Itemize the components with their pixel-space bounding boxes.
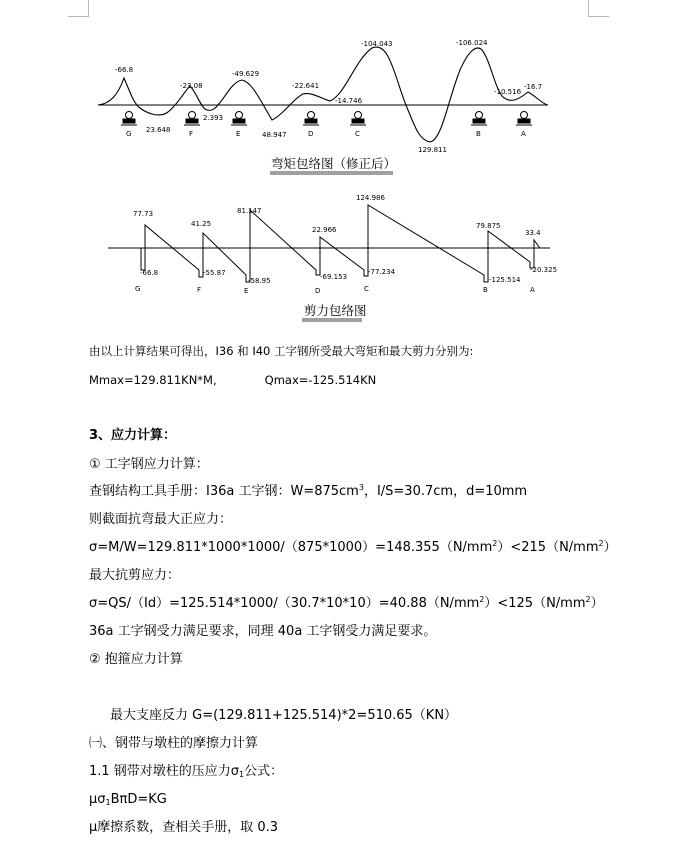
shear-label: 33.4 bbox=[525, 229, 541, 237]
moment-label: -16.7 bbox=[524, 83, 543, 91]
shear-label: -20.325 bbox=[530, 266, 558, 274]
formula-text: ） bbox=[590, 596, 604, 611]
support-label: A bbox=[530, 286, 535, 294]
qmax-value: Qmax=-125.514KN bbox=[264, 373, 377, 387]
moment-label: -23.08 bbox=[180, 82, 203, 90]
paragraph: 最大抗剪应力： bbox=[89, 568, 181, 583]
formula-text: σ=M/W=129.811*1000*1000/（875*1000）=148.355（N/mm bbox=[89, 540, 493, 555]
moment-label: -106.024 bbox=[456, 39, 488, 47]
moment-diagram-caption: 弯矩包络图（修正后） bbox=[271, 156, 397, 171]
support-label: D bbox=[308, 130, 314, 138]
shear-label: 81.147 bbox=[237, 207, 262, 215]
shear-label: 41.25 bbox=[191, 220, 212, 228]
section-heading: 3、应力计算： bbox=[89, 428, 177, 443]
moment-label: -10.516 bbox=[494, 88, 522, 96]
superscript: 2 bbox=[598, 539, 604, 548]
formula-text: μσ bbox=[89, 792, 106, 807]
shear-label: 79.875 bbox=[476, 222, 501, 230]
superscript: 3 bbox=[358, 483, 364, 492]
support-label: F bbox=[197, 286, 202, 294]
formula-text: ）<125（N/mm bbox=[484, 596, 586, 611]
shear-label: -66.8 bbox=[140, 269, 159, 277]
handbook-line bbox=[89, 483, 527, 501]
superscript: 2 bbox=[585, 595, 591, 604]
support-label: F bbox=[189, 130, 194, 138]
support-label: E bbox=[236, 130, 241, 138]
shear-lines bbox=[108, 205, 550, 282]
sigma-formula-1 bbox=[89, 539, 617, 557]
shear-label: -77.234 bbox=[368, 268, 396, 276]
paragraph-text: 1.1 钢带对墩柱的压应力σ bbox=[89, 764, 240, 779]
formula-text: BπD=KG bbox=[110, 792, 167, 807]
support-label: G bbox=[135, 285, 141, 293]
paragraph: μ摩擦系数，查相关手册，取 0.3 bbox=[89, 820, 279, 835]
subscript: 1 bbox=[105, 798, 111, 807]
support-label: B bbox=[476, 130, 481, 138]
moment-label: -14.746 bbox=[335, 97, 363, 105]
moment-label: 129.811 bbox=[418, 146, 447, 154]
shear-label: -58.95 bbox=[248, 277, 271, 285]
sigma-formula-2 bbox=[89, 595, 604, 613]
shear-label: -125.514 bbox=[489, 276, 521, 284]
formula-text: σ=QS/（Id）=125.514*1000/（30.7*10*10）=40.88（N/mm bbox=[89, 596, 480, 611]
shear-value-labels bbox=[133, 194, 557, 285]
moment-label: 48.947 bbox=[262, 131, 287, 139]
shear-label: 77.73 bbox=[133, 210, 154, 218]
superscript: 2 bbox=[492, 539, 498, 548]
shear-label: 124.986 bbox=[356, 194, 385, 202]
handbook-text: ，I/S=30.7cm，d=10mm bbox=[363, 484, 528, 499]
paragraph: 则截面抗弯最大正应力： bbox=[89, 512, 233, 527]
subscript: 1 bbox=[239, 770, 245, 779]
friction-formula bbox=[89, 791, 167, 809]
moment-label: -104.043 bbox=[361, 40, 393, 48]
formula-text: ）<215（N/mm bbox=[497, 540, 599, 555]
moment-label: 2.393 bbox=[203, 114, 224, 122]
subsection-heading: ㈠、钢带与墩柱的摩擦力计算 bbox=[89, 736, 259, 751]
max-values-line bbox=[89, 371, 376, 389]
moment-label: -66.8 bbox=[115, 66, 134, 74]
list-item: ② 抱箍应力计算 bbox=[89, 652, 183, 667]
support-label: G bbox=[126, 130, 132, 138]
support-label: C bbox=[364, 285, 369, 293]
shear-label: -69.153 bbox=[320, 273, 348, 281]
conclusion-text: 由以上计算结果可得出，I36 和 I40 工字钢所受最大弯矩和最大剪力分别为: bbox=[89, 344, 474, 358]
shear-envelope-diagram bbox=[0, 0, 698, 330]
shear-label: 22.966 bbox=[312, 226, 337, 234]
moment-label: -22.641 bbox=[292, 82, 320, 90]
moment-label: -49.629 bbox=[232, 70, 260, 78]
paragraph-text: 公式： bbox=[244, 764, 284, 779]
handbook-text: 查钢结构工具手册：I36a 工字钢：W=875cm bbox=[89, 484, 359, 499]
mmax-value: Mmax=129.811KN*M, bbox=[89, 373, 217, 387]
support-label: E bbox=[244, 287, 249, 295]
moment-label: 23.648 bbox=[146, 126, 171, 134]
support-label: B bbox=[483, 286, 488, 294]
shear-diagram-caption: 剪力包络图 bbox=[304, 303, 367, 318]
superscript: 2 bbox=[479, 595, 485, 604]
list-item: ① 工字钢应力计算： bbox=[89, 457, 209, 472]
support-label: C bbox=[355, 130, 360, 138]
formula-text: ） bbox=[603, 540, 617, 555]
reaction-line: 最大支座反力 G=(129.811+125.514)*2=510.65（KN） bbox=[110, 708, 458, 723]
paragraph: 36a 工字钢受力满足要求，同理 40a 工字钢受力满足要求。 bbox=[89, 624, 437, 639]
paragraph bbox=[89, 763, 283, 781]
shear-support-labels bbox=[135, 285, 535, 295]
support-label: A bbox=[521, 130, 526, 138]
shear-label: -55.87 bbox=[203, 269, 226, 277]
support-label: D bbox=[315, 287, 321, 295]
